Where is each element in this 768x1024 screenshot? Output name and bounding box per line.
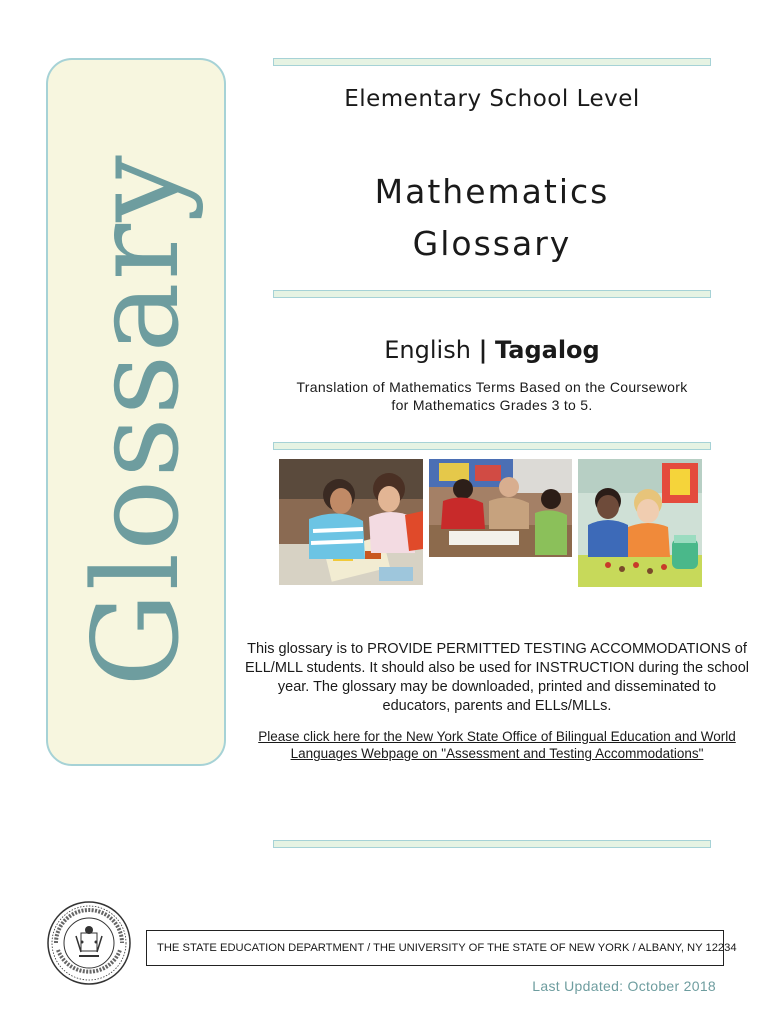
accommodations-link[interactable] <box>236 728 758 762</box>
notice-line-2: ELL/MLL students. It should also be used for INSTRUCTION during the school <box>245 660 749 676</box>
language-separator: | <box>478 336 488 364</box>
classroom-teacher-photo <box>429 459 572 557</box>
link-line-2[interactable]: Languages Webpage on "Assessment and Testing Accommodations" <box>290 746 704 761</box>
notice-line-1: This glossary is to PROVIDE PERMITTED TESTING ACCOMMODATIONS of <box>247 641 747 657</box>
department-footer: THE STATE EDUCATION DEPARTMENT / THE UNIVERSITY OF THE STATE OF NEW YORK / ALBANY, NY 12234 <box>146 930 724 966</box>
translation-line-1: Translation of Mathematics Terms Based on the Coursework <box>296 379 688 395</box>
notice-line-4: educators, parents and ELLs/MLLs. <box>382 698 612 714</box>
target-language: Tagalog <box>494 336 600 364</box>
translation-note <box>273 378 711 414</box>
language-pair <box>273 336 711 364</box>
divider-top <box>273 58 711 66</box>
title-line-2: Glossary <box>412 224 572 263</box>
translation-line-2: for Mathematics Grades 3 to 5. <box>391 397 593 413</box>
title-line-1: Mathematics <box>374 172 610 211</box>
divider-bottom <box>273 840 711 848</box>
last-updated: Last Updated: October 2018 <box>532 978 716 994</box>
page-title <box>273 166 711 270</box>
side-banner-word: Glossary <box>67 153 205 687</box>
nys-university-seal-icon <box>46 900 132 986</box>
divider-photos <box>273 442 711 450</box>
school-level: Elementary School Level <box>344 86 640 112</box>
link-line-1[interactable]: Please click here for the New York State Office of Bilingual Education and World <box>258 729 736 744</box>
divider-title <box>273 290 711 298</box>
usage-notice <box>236 640 758 716</box>
accommodations-link-block <box>236 728 758 762</box>
children-counting-photo <box>578 459 702 587</box>
source-language: English <box>384 336 471 364</box>
notice-line-3: year. The glossary may be downloaded, printed and disseminated to <box>277 679 717 695</box>
children-math-activity-photo <box>279 459 423 585</box>
